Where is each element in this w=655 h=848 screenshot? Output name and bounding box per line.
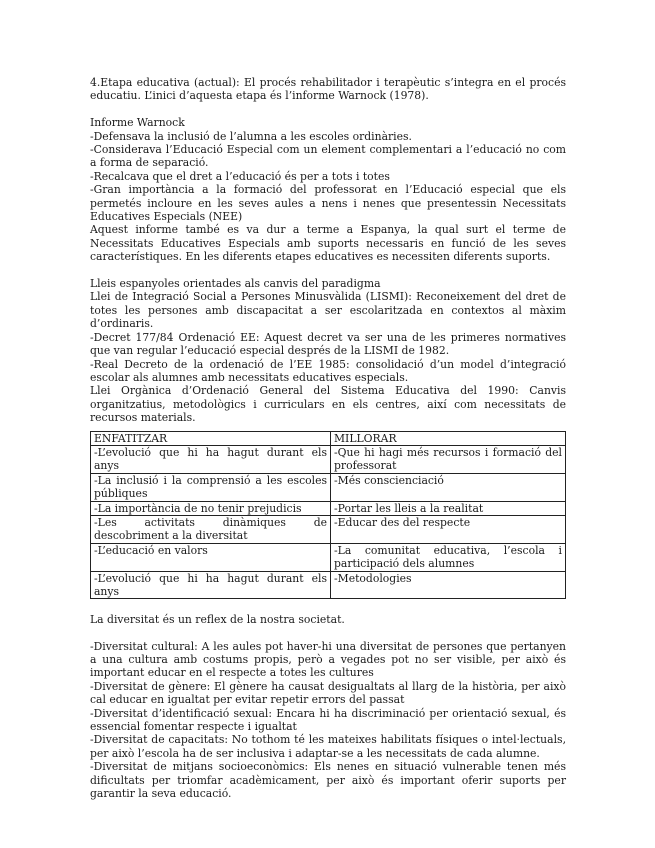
table-row [91, 515, 566, 543]
warnock-point: -Considerava l’Educació Especial com un element complementari a l’educació no com a forma de separació. [90, 143, 566, 170]
warnock-title: Informe Warnock [90, 116, 185, 130]
law-item: Llei Orgànica d’Ordenació General del Sistema Educativa del 1990: Canvis organitzatius, metodològics i curriculars en els centres, així com necessitats de recursos materials. [90, 384, 566, 425]
table-row [91, 473, 566, 501]
diversity-item: -Diversitat cultural: A les aules pot haver-hi una diversitat de persones que pertanyen a una cultura amb costums propis, però a vegades pot no ser visible, per això és important educar en el respecte a totes les cultures [90, 639, 566, 680]
warnock-point: -Defensava la inclusió de l’alumna a les escoles ordinàries. [90, 129, 412, 143]
cell-enfatitzar: -L’evolució que hi ha hagut durant els anys [91, 445, 331, 473]
cell-millorar: -La comunitat educativa, l’escola i participació dels alumnes [331, 543, 566, 571]
table-header-row [91, 431, 566, 445]
cell-enfatitzar: -La inclusió i la comprensió a les escoles públiques [91, 473, 331, 501]
cell-millorar: -Educar des del respecte [331, 515, 566, 543]
cell-enfatitzar: -Les activitats dinàmiques de descobriment a la diversitat [91, 515, 331, 543]
warnock-point: -Gran importància a la formació del professorat en l’Educació especial que els permetés incloure en les seves aules a nens i nenes que presentessin Necessitats Educatives Especials (NEE) [90, 183, 566, 224]
cell-millorar: -Portar les lleis a la realitat [331, 501, 566, 515]
diversity-reflex: La diversitat és un reflex de la nostra societat. [90, 612, 345, 626]
table-row [91, 543, 566, 571]
header-millorar: MILLORAR [331, 431, 566, 445]
table-row [91, 571, 566, 599]
law-item: -Real Decreto de la ordenació de l’EE 1985: consolidació d’un model d’integració escolar als alumnes amb necessitats educatives especials. [90, 357, 566, 384]
table-row [91, 445, 566, 473]
cell-enfatitzar: -L’evolució que hi ha hagut durant els anys [91, 571, 331, 599]
diversity-item: -Diversitat de mitjans socioeconòmics: Els nenes en situació vulnerable tenen més dificultats per triomfar acadèmicament, per això és important oferir suports per garantir la seva educació. [90, 760, 566, 801]
header-enfatitzar: ENFATITZAR [91, 431, 331, 445]
cell-millorar: -Metodologies [331, 571, 566, 599]
diversity-item: -Diversitat de gènere: El gènere ha causat desigualtats al llarg de la història, per això cal educar en igualtat per evitar repetir errors del passat [90, 679, 566, 707]
cell-enfatitzar: -La importància de no tenir prejudicis [91, 501, 331, 515]
table-row [91, 501, 566, 515]
document-page [90, 76, 566, 800]
cell-millorar: -Més conscienciació [331, 473, 566, 501]
warnock-point: -Recalcava que el dret a l’educació és per a tots i totes [90, 169, 390, 183]
law-item: Llei de Integració Social a Persones Minusvàlida (LISMI): Reconeixement del dret de totes les persones amb discapacitat a ser escolaritzada en contextos al màxim d’ordinaris. [90, 290, 566, 331]
cell-millorar: -Que hi hagi més recursos i formació del professorat [331, 445, 566, 473]
warnock-spain-paragraph: Aquest informe també es va dur a terme a Espanya, la qual surt el terme de Necessitats Educatives Especials amb suports necessaris en funció de les seves característiques. En les diferents etapes educatives es necessiten diferents suports. [90, 223, 566, 264]
diversity-item: -Diversitat d’identificació sexual: Encara hi ha discriminació per orientació sexual, és essencial fomentar respecte i igualtat [90, 706, 566, 734]
diversity-item: -Diversitat de capacitats: No tothom té les mateixes habilitats físiques o intel·lectuals, per això l’escola ha de ser inclusiva i adaptar-se a les necessitats de cada alumne. [90, 733, 566, 760]
law-item: -Decret 177/84 Ordenació EE: Aquest decret va ser una de les primeres normatives que van regular l’educació especial després de la LISMI de 1982. [90, 330, 566, 358]
comparison-table [90, 431, 566, 600]
laws-title: Lleis espanyoles orientades als canvis del paradigma [90, 277, 381, 291]
cell-enfatitzar: -L’educació en valors [91, 543, 331, 571]
etapa-paragraph: 4.Etapa educativa (actual): El procés rehabilitador i terapèutic s’integra en el procés educatiu. L’inici d’aquesta etapa és l’informe Warnock (1978). [90, 76, 566, 103]
